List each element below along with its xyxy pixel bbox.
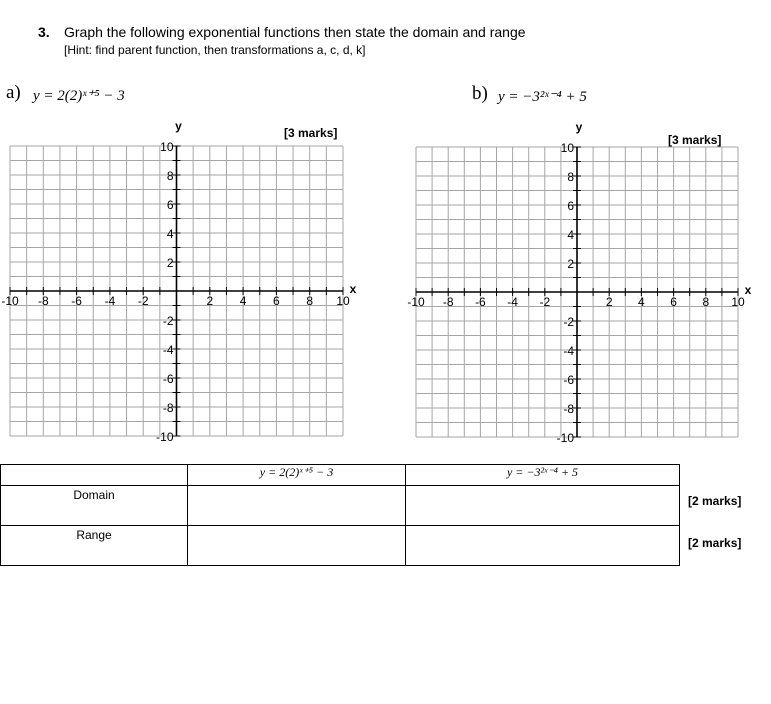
y-tick-label: -10	[556, 431, 574, 445]
range-answer-b[interactable]	[406, 526, 680, 566]
x-tick-label: 10	[336, 294, 350, 308]
question-number: 3.	[38, 24, 50, 40]
y-tick-label: 8	[166, 169, 174, 183]
y-tick-label: -4	[563, 344, 574, 358]
y-tick-label: -2	[563, 315, 574, 329]
part-b-equation: y = −3²ˣ⁻⁴ + 5	[498, 89, 587, 105]
y-tick-label: -8	[162, 401, 174, 415]
x-tick-label: 4	[239, 294, 247, 308]
y-tick-label: 8	[567, 170, 574, 184]
x-tick-label: 10	[731, 295, 745, 309]
x-tick-label: -6	[71, 294, 82, 308]
y-tick-label: 2	[166, 256, 174, 270]
y-tick-label: 2	[567, 257, 574, 271]
range-label: Range	[1, 526, 188, 566]
x-tick-label: 4	[638, 295, 645, 309]
y-tick-label: 10	[160, 140, 174, 154]
part-a-marks: [3 marks]	[284, 126, 338, 140]
y-tick-label: -4	[162, 343, 174, 357]
y-tick-label: 6	[567, 199, 574, 213]
part-a-equation: y = 2(2)ˣ⁺⁵ − 3	[33, 88, 125, 104]
range-answer-a[interactable]	[188, 526, 406, 566]
x-tick-label: -8	[442, 295, 454, 309]
part-a-label: a)	[6, 82, 21, 103]
y-tick-label: 4	[567, 228, 574, 242]
answer-table	[0, 464, 680, 566]
part-b-label: b)	[472, 83, 488, 104]
x-tick-label: 2	[605, 295, 613, 309]
coordinate-grid-b[interactable]	[407, 120, 751, 445]
x-tick-label: 2	[206, 294, 214, 308]
y-axis-letter: y	[175, 119, 182, 133]
x-tick-label: -10	[407, 295, 425, 309]
range-marks: [2 marks]	[688, 536, 742, 550]
y-tick-label: -6	[563, 373, 574, 387]
question-text: Graph the following exponential functions then state the domain and range	[64, 24, 526, 40]
x-tick-label: 8	[702, 295, 710, 309]
x-axis-letter: x	[349, 282, 357, 296]
domain-answer-a[interactable]	[188, 486, 406, 526]
x-tick-label: -6	[475, 295, 486, 309]
x-tick-label: 6	[670, 295, 677, 309]
question-hint: [Hint: find parent function, then transformations a, c, d, k]	[64, 43, 366, 57]
y-tick-label: 4	[166, 227, 174, 241]
domain-answer-b[interactable]	[406, 486, 680, 526]
y-tick-label: 10	[560, 141, 574, 155]
x-tick-label: -8	[37, 294, 49, 308]
domain-marks: [2 marks]	[688, 494, 742, 508]
y-tick-label: 6	[166, 198, 174, 212]
y-tick-label: -6	[162, 372, 174, 386]
table-corner-cell	[1, 465, 188, 486]
x-axis-letter: x	[744, 283, 752, 297]
x-tick-label: 8	[306, 294, 314, 308]
y-tick-label: -2	[162, 314, 174, 328]
x-tick-label: -4	[104, 294, 116, 308]
y-tick-label: -8	[563, 402, 574, 416]
x-tick-label: -2	[137, 294, 149, 308]
y-tick-label: -10	[156, 430, 174, 444]
table-header-a: y = 2(2)ˣ⁺⁵ − 3	[188, 465, 406, 486]
part-b-marks: [3 marks]	[668, 133, 722, 147]
x-tick-label: -4	[507, 295, 518, 309]
x-tick-label: -10	[1, 294, 19, 308]
table-header-b: y = −3²ˣ⁻⁴ + 5	[406, 465, 680, 486]
x-tick-label: 6	[273, 294, 280, 308]
domain-label: Domain	[1, 486, 188, 526]
x-tick-label: -2	[539, 295, 551, 309]
y-axis-letter: y	[575, 120, 583, 134]
coordinate-grid-a[interactable]	[1, 119, 356, 444]
